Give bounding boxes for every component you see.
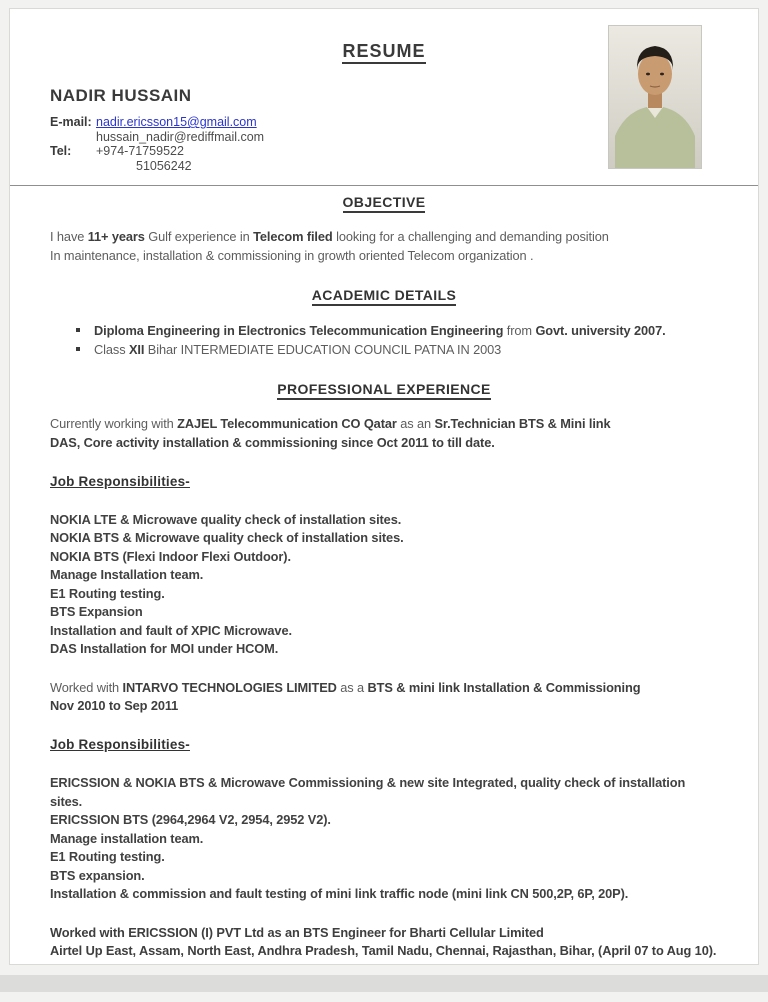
- responsibility-item: E1 Routing testing.: [50, 849, 165, 865]
- academic-item: Diploma Engineering in Electronics Telecommunication Engineering from Govt. university 2007.: [74, 321, 718, 340]
- responsibility-item: NOKIA BTS (Flexi Indoor Flexi Outdoor).: [50, 548, 291, 564]
- responsibility-item: Manage installation team.: [50, 830, 204, 846]
- academic-section-heading: [50, 287, 718, 305]
- candidate-name: NADIR HUSSAIN: [50, 86, 192, 105]
- responsibilities-list-1: [50, 511, 718, 659]
- resume-page: [9, 8, 759, 965]
- document-title: RESUME: [342, 41, 425, 64]
- academic-item: Class XII Bihar INTERMEDIATE EDUCATION COUNCIL PATNA IN 2003: [74, 340, 718, 359]
- email-secondary: hussain_nadir@rediffmail.com: [96, 129, 265, 144]
- worked-with-2: Worked with ERICSSION (I) PVT Ltd as an BTS Engineer for Bharti Cellular Limited Airtel Up East, Assam, North East, Andhra Pradesh, Tamil Nadu, Chennai, Rajasthan, Bihar, (April 07 to Aug 10).: [50, 924, 717, 959]
- email-link-primary[interactable]: nadir.ericsson15@gmail.com: [96, 115, 257, 129]
- phone-primary: +974-71759522: [96, 144, 184, 158]
- responsibility-item: BTS Expansion: [50, 604, 143, 620]
- job-responsibilities-heading-1: Job Responsibilities-: [50, 473, 190, 489]
- page-bottom-gap: [0, 975, 768, 992]
- portrait-photo: [608, 25, 702, 169]
- responsibility-item: NOKIA LTE & Microwave quality check of installation sites.: [50, 511, 402, 527]
- responsibility-item: Installation and fault of XPIC Microwave.: [50, 622, 292, 638]
- experience-section-heading: [50, 381, 718, 399]
- objective-text: I have 11+ years Gulf experience in Telecom filed looking for a challenging and demanding position In maintenance, installation & commissioning in growth oriented Telecom organization .: [50, 229, 609, 263]
- section-heading-experience: PROFESSIONAL EXPERIENCE: [277, 381, 491, 400]
- responsibility-item: Installation & commission and fault testing of mini link traffic node (mini link CN 500,2P, 6P, 20P).: [50, 886, 629, 902]
- responsibilities-list-2: [50, 774, 718, 904]
- responsibility-item: DAS Installation for MOI under HCOM.: [50, 641, 279, 657]
- experience-intro: Currently working with ZAJEL Telecommunication CO Qatar as an Sr.Technician BTS & Mini link DAS, Core activity installation & commissioning since Oct 2011 to till date.: [50, 416, 611, 451]
- section-heading-academic: ACADEMIC DETAILS: [312, 287, 457, 306]
- responsibility-item: NOKIA BTS & Microwave quality check of installation sites.: [50, 530, 404, 546]
- header: [50, 86, 718, 173]
- section-heading-objective: OBJECTIVE: [343, 194, 426, 213]
- academic-list: [50, 321, 718, 359]
- responsibility-item: BTS expansion.: [50, 867, 145, 883]
- responsibility-item: Manage Installation team.: [50, 567, 204, 583]
- header-divider: [10, 185, 758, 186]
- job-responsibilities-heading-2: Job Responsibilities-: [50, 737, 190, 753]
- responsibility-item: E1 Routing testing.: [50, 585, 165, 601]
- responsibility-item: ERICSSION BTS (2964,2964 V2, 2954, 2952 V2).: [50, 812, 331, 828]
- phone-secondary: 51056242: [136, 158, 192, 173]
- worked-with-1: Worked with INTARVO TECHNOLOGIES LIMITED as a BTS & mini link Installation & Commissioning Nov 2010 to Sep 2011: [50, 679, 641, 714]
- objective-section-heading: [50, 194, 718, 212]
- tel-label: Tel:: [50, 144, 72, 158]
- portrait-photo-graphic: [609, 26, 701, 168]
- email-label: E-mail:: [50, 115, 92, 129]
- responsibility-item: ERICSSION & NOKIA BTS & Microwave Commissioning & new site Integrated, quality check of installation sites.: [50, 775, 686, 809]
